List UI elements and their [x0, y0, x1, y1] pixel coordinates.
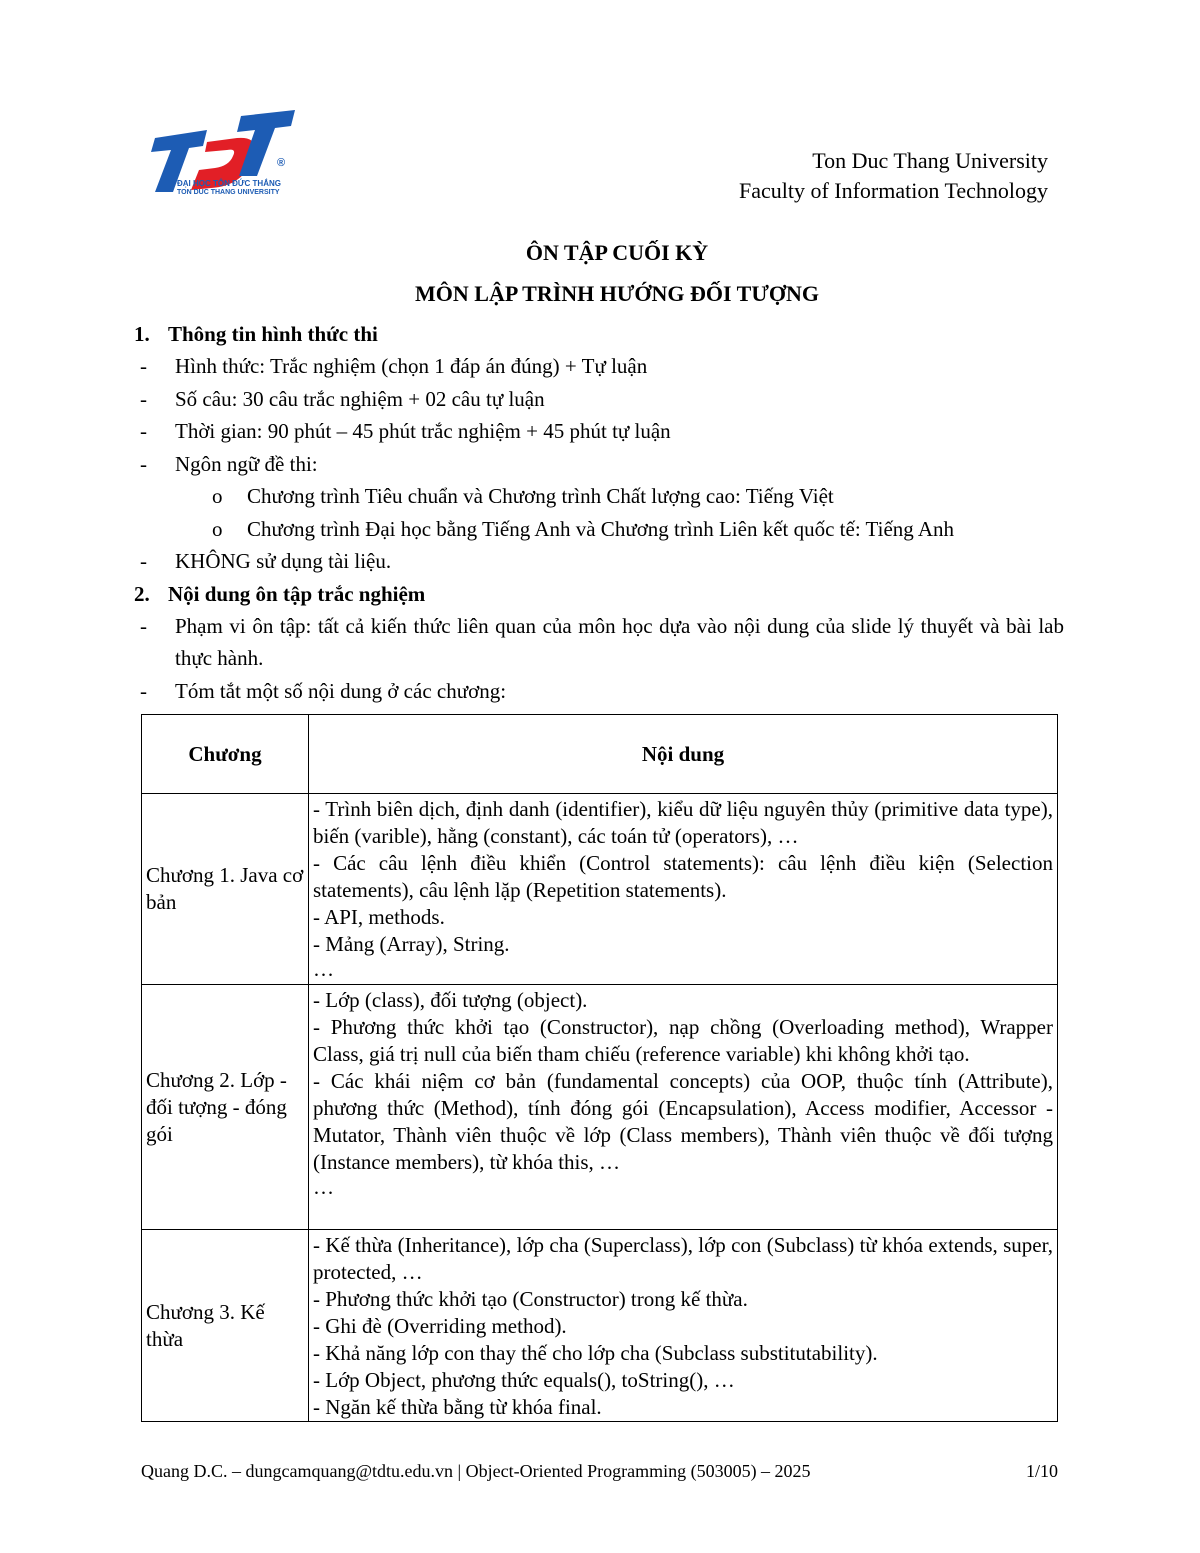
list-item: - Phạm vi ôn tập: tất cả kiến thức liên quan của môn học dựa vào nội dung của slide lý thuyết và bài lab thực hành. — [140, 613, 1064, 670]
content-line: - Kế thừa (Inheritance), lớp cha (Superclass), lớp con (Subclass) từ khóa extends, super, protected, … — [313, 1233, 1053, 1284]
list-item: - Hình thức: Trắc nghiệm (chọn 1 đáp án đúng) + Tự luận — [140, 354, 648, 378]
sub-list-item: o Chương trình Đại học bằng Tiếng Anh và Chương trình Liên kết quốc tế: Tiếng Anh — [212, 516, 955, 541]
logo-text-2: TON DUC THANG UNIVERSITY — [177, 189, 280, 196]
section-title: Nội dung ôn tập trắc nghiệm — [168, 581, 426, 606]
university-name: Ton Duc Thang University — [812, 148, 1048, 173]
section-heading-2 — [134, 578, 1064, 610]
list-item: - Tóm tắt một số nội dung ở các chương: — [140, 678, 507, 703]
content-line: - API, methods. — [313, 905, 445, 929]
content-line: - Lớp (class), đối tượng (object). — [313, 988, 588, 1012]
table-row — [142, 985, 1058, 1230]
content-line: - Trình biên dịch, định danh (identifier), kiểu dữ liệu nguyên thủy (primitive data type), biến (varible), hằng (constant), các toán tử (operators), … — [313, 797, 1053, 848]
section-title: Thông tin hình thức thi — [168, 322, 378, 346]
chapter-cell: Chương 2. Lớp - đối tượng - đóng gói — [142, 985, 309, 1230]
section-heading-1 — [134, 318, 1064, 350]
content-line: - Phương thức khởi tạo (Constructor) trong kế thừa. — [313, 1287, 748, 1311]
column-header-content: Nội dung — [309, 715, 1058, 794]
page-number: 1/10 — [1025, 1461, 1058, 1481]
content-line: - Mảng (Array), String. — [313, 932, 510, 956]
content-cell — [309, 985, 1058, 1230]
footer-text: Quang D.C. – dungcamquang@tdtu.edu.vn | Object-Oriented Programming (503005) – 2025 — [141, 1461, 811, 1481]
content-table — [141, 714, 1058, 1422]
content-line: - Khả năng lớp con thay thế cho lớp cha (Subclass substitutability). — [313, 1341, 878, 1365]
content-line: - Lớp Object, phương thức equals(), toString(), … — [313, 1368, 735, 1392]
sub-list-item: o Chương trình Tiêu chuẩn và Chương trình Chất lượng cao: Tiếng Việt — [212, 484, 834, 508]
column-header-chapter: Chương — [142, 715, 309, 794]
content-cell — [309, 1230, 1058, 1422]
section-number: 1. — [134, 322, 150, 346]
table-row — [142, 1230, 1058, 1422]
content-line: - Các khái niệm cơ bản (fundamental concepts) của OOP, thuộc tính (Attribute), phương thức (Method), tính đóng gói (Encapsulation), Access modifier, Accessor - Mutator, Thành viên thuộc về lớp (Class members), Thành viên thuộc về đối tượng (Instance members), từ khóa this, … — [313, 1069, 1053, 1174]
list-item: - Thời gian: 90 phút – 45 phút trắc nghiệm + 45 phút tự luận — [140, 419, 671, 443]
faculty-name: Faculty of Information Technology — [738, 178, 1048, 203]
institution-header — [739, 146, 1048, 206]
list-item: - KHÔNG sử dụng tài liệu. — [140, 549, 392, 573]
logo-registered: ® — [277, 157, 286, 169]
doc-subtitle: MÔN LẬP TRÌNH HƯỚNG ĐỐI TƯỢNG — [415, 281, 819, 306]
content-line: - Các câu lệnh điều khiển (Control statements): câu lệnh điều kiện (Selection statements), câu lệnh lặp (Repetition statements). — [313, 851, 1053, 902]
university-logo — [145, 108, 297, 196]
chapter-cell: Chương 1. Java cơ bản — [142, 794, 309, 985]
doc-title: ÔN TẬP CUỐI KỲ — [525, 240, 709, 265]
list-item: - Số câu: 30 câu trắc nghiệm + 02 câu tự luận — [140, 386, 545, 411]
section-number: 2. — [134, 581, 150, 606]
chapter-cell: Chương 3. Kế thừa — [142, 1230, 309, 1422]
content-line: - Phương thức khởi tạo (Constructor), nạp chồng (Overloading method), Wrapper Class, giá trị null của biến tham chiếu (reference variable) khi không khởi tạo. — [313, 1015, 1053, 1066]
table-row — [142, 794, 1058, 985]
document-body — [134, 318, 1064, 707]
list-item: - Ngôn ngữ đề thi: — [140, 451, 318, 476]
content-cell — [309, 794, 1058, 985]
content-line: … — [313, 957, 334, 981]
logo-text-1: ĐẠI HỌC TÔN ĐỨC THẮNG — [177, 179, 281, 188]
content-line: … — [313, 1175, 334, 1199]
page-footer — [141, 1461, 1058, 1482]
table-header-row — [142, 715, 1058, 794]
content-line: - Ngăn kế thừa bằng từ khóa final. — [313, 1395, 602, 1419]
content-line: - Ghi đè (Overriding method). — [313, 1314, 567, 1338]
